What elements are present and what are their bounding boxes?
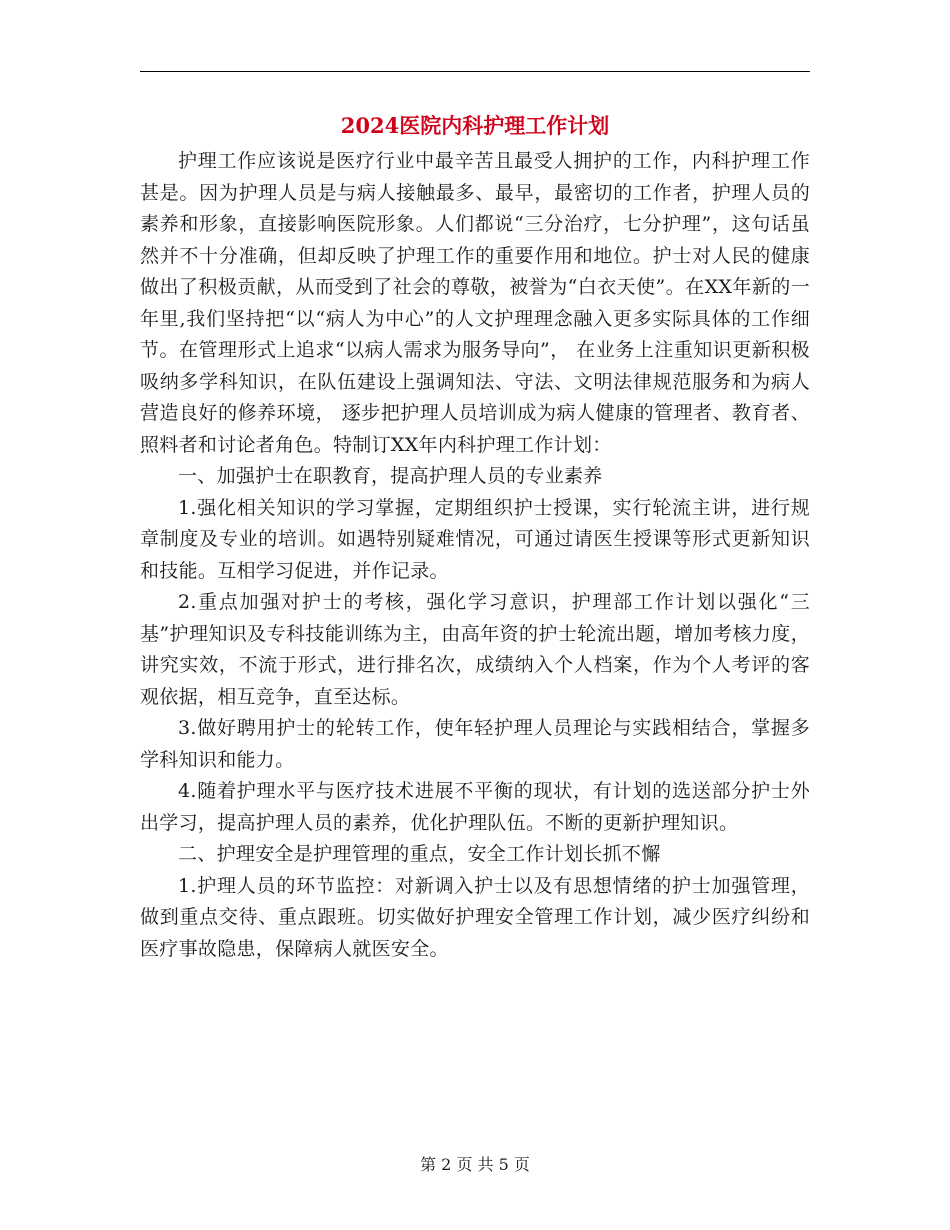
paragraph-item-2-1: 1.护理人员的环节监控：对新调入护士以及有思想情绪的护士加强管理，做到重点交待、重点跟班。切实做好护理安全管理工作计划，减少医疗纠纷和医疗事故隐患，保障病人就医安全。 bbox=[140, 874, 810, 960]
section-heading-2: 二、护理安全是护理管理的重点，安全工作计划长抓不懈 bbox=[178, 843, 661, 865]
section-heading-1: 一、加强护士在职教育，提高护理人员的专业素养 bbox=[178, 465, 603, 487]
paragraph-item-1-3: 3.做好聘用护士的轮转工作，使年轻护理人员理论与实践相结合，掌握多学科知识和能力。 bbox=[140, 717, 810, 771]
page-number: 第 2 页 共 5 页 bbox=[420, 1155, 530, 1174]
header-rule bbox=[140, 71, 810, 72]
paragraph-item-1-1: 1.强化相关知识的学习掌握，定期组织护士授课，实行轮流主讲，进行规章制度及专业的培训。如遇特别疑难情况，可通过请医生授课等形式更新知识和技能。互相学习促进，并作记录。 bbox=[140, 496, 810, 582]
document-title: 2024医院内科护理工作计划 bbox=[340, 113, 610, 138]
paragraph-item-1-4: 4.随着护理水平与医疗技术进展不平衡的现状，有计划的选送部分护士外出学习，提高护理人员的素养，优化护理队伍。不断的更新护理知识。 bbox=[140, 780, 810, 834]
document-body bbox=[140, 146, 810, 965]
paragraph-item-1-2: 2.重点加强对护士的考核，强化学习意识，护理部工作计划以强化“三基”护理知识及专科技能训练为主，由高年资的护士轮流出题，增加考核力度，讲究实效，不流于形式，进行排名次，成绩纳入个人档案，作为个人考评的客观依据，相互竞争，直至达标。 bbox=[140, 591, 810, 708]
paragraph-intro: 护理工作应该说是医疗行业中最辛苦且最受人拥护的工作，内科护理工作甚是。因为护理人员是与病人接触最多、最早，最密切的工作者，护理人员的素养和形象，直接影响医院形象。人们都说“三分治疗，七分护理”，这句话虽然并不十分准确，但却反映了护理工作的重要作用和地位。护士对人民的健康做出了积极贡献，从而受到了社会的尊敬，被誉为“白衣天使”。在XX年新的一年里,我们坚持把“以“病人为中心”的人文护理理念融入更多实际具体的工作细节。在管理形式上追求“以病人需求为服务导向”， 在业务上注重知识更新积极吸纳多学科知识，在队伍建设上强调知法、守法、文明法律规范服务和为病人营造良好的修养环境， 逐步把护理人员培训成为病人健康的管理者、教育者、 照料者和讨论者角色。特制订XX年内科护理工作计划： bbox=[140, 150, 810, 456]
